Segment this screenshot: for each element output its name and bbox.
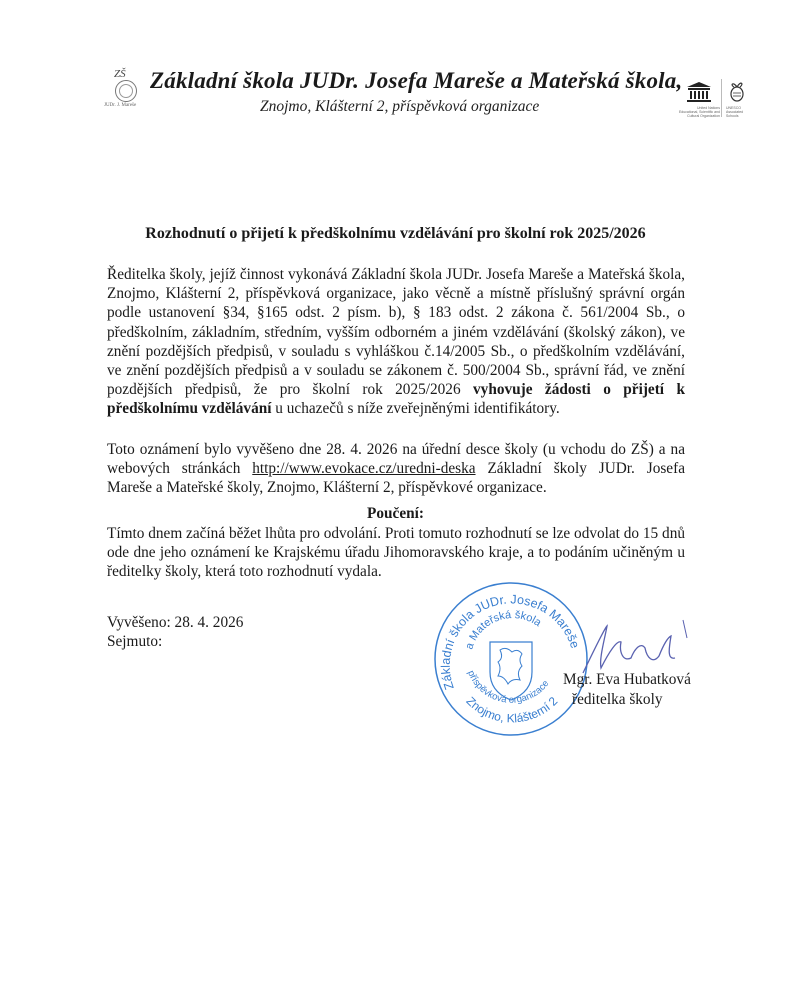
- posting-info: [107, 613, 243, 651]
- official-stamp: [432, 580, 590, 738]
- stamp-bottom-text: Znojmo, Klášterní 2: [463, 693, 561, 726]
- school-name: Základní škola JUDr. Josefa Mareše a Mateřská škola,: [150, 68, 683, 93]
- notice-text: Toto oznámení bylo vyvěšeno dne 28. 4. 2026 na úřední desce školy (u vchodu do ZŠ) a na webových stránkách: [107, 441, 685, 478]
- unesco-seed-icon: [728, 79, 746, 103]
- school-subtitle: Znojmo, Klášterní 2, příspěvková organizace: [260, 98, 540, 115]
- school-logo-caption: JUDr. J. Mareše: [104, 103, 137, 108]
- official-board-link[interactable]: http://www.evokace.cz/uredni-deska: [252, 460, 476, 478]
- unesco-divider: [721, 79, 722, 117]
- signature-block: [563, 670, 691, 709]
- school-logo-monogram: ZŠ: [114, 68, 126, 80]
- instruction-text: Tímto dnem začíná běžet lhůta pro odvolání. Proti tomuto rozhodnutí se lze odvolat do 15 dnů ode dne jeho oznámení ke Krajskému úřadu Jihomoravského kraje, a to podáním učiněným u ředitelky školy, která toto rozhodnutí vydala.: [107, 525, 685, 581]
- notice-text-end: Základní školy JUDr. Josefa Mareše a Mateřské školy, Znojmo, Klášterní 2, příspěvkové organizace.: [107, 460, 685, 497]
- signer-role: ředitelka školy: [572, 690, 663, 708]
- instruction-heading: Poučení:: [367, 505, 424, 522]
- unesco-schools-text: UNESCO Associated Schools: [726, 106, 744, 118]
- decision-paragraph: [107, 265, 685, 419]
- removed-date: Sejmuto:: [107, 633, 163, 651]
- notice-paragraph: [107, 440, 685, 498]
- lion-icon: [498, 648, 522, 684]
- posted-date: Vyvěšeno: 28. 4. 2026: [107, 614, 244, 631]
- decision-bold-text: vyhovuje žádosti o přijetí k předškolnímu vzdělávání: [107, 381, 685, 418]
- unesco-temple-icon: [686, 81, 712, 103]
- stamp-inner-top-text: a Mateřská škola: [463, 609, 544, 651]
- stamp-inner-bottom-text: příspěvková organizace: [465, 668, 552, 706]
- decision-text-end: u uchazečů s níže zveřejněnými identifikátory.: [271, 400, 560, 418]
- decision-text: Ředitelka školy, jejíž činnost vykonává Základní škola JUDr. Josefa Mareše a Mateřská škola, Znojmo, Klášterní 2, příspěvková organizace, jako věcně a místně příslušný správní orgán podle ustanovení §34, §165 odst. 2 písm. b), § 183 odst. 2 zákona č. 561/2004 Sb., o předškolním, základním, středním, vyšším odborném a jiném vzdělávání (školský zákon), ve znění pozdějších předpisů, v souladu s vyhláškou č.14/2005 Sb., o předškolním vzdělávání, ve znění pozdějších předpisů a v souladu se zákonem č. 500/2004 Sb., správní řád, ve znění pozdějších předpisů, že pro školní rok 2025/2026: [107, 266, 685, 399]
- signature: [575, 618, 695, 676]
- globe-icon: [115, 80, 137, 102]
- school-logo: [100, 68, 150, 113]
- stamp-outer-text: Základní škola JUDr. Josefa Mareše: [438, 592, 583, 692]
- signer-name: Mgr. Eva Hubatková: [563, 671, 691, 688]
- unesco-logo: [678, 75, 758, 125]
- unesco-org-text: United Nations Educational, Scientific and Cultural Organization: [678, 106, 720, 118]
- letterhead: [0, 60, 791, 130]
- document-title: Rozhodnutí o přijetí k předškolnímu vzdělávání pro školní rok 2025/2026: [145, 225, 646, 242]
